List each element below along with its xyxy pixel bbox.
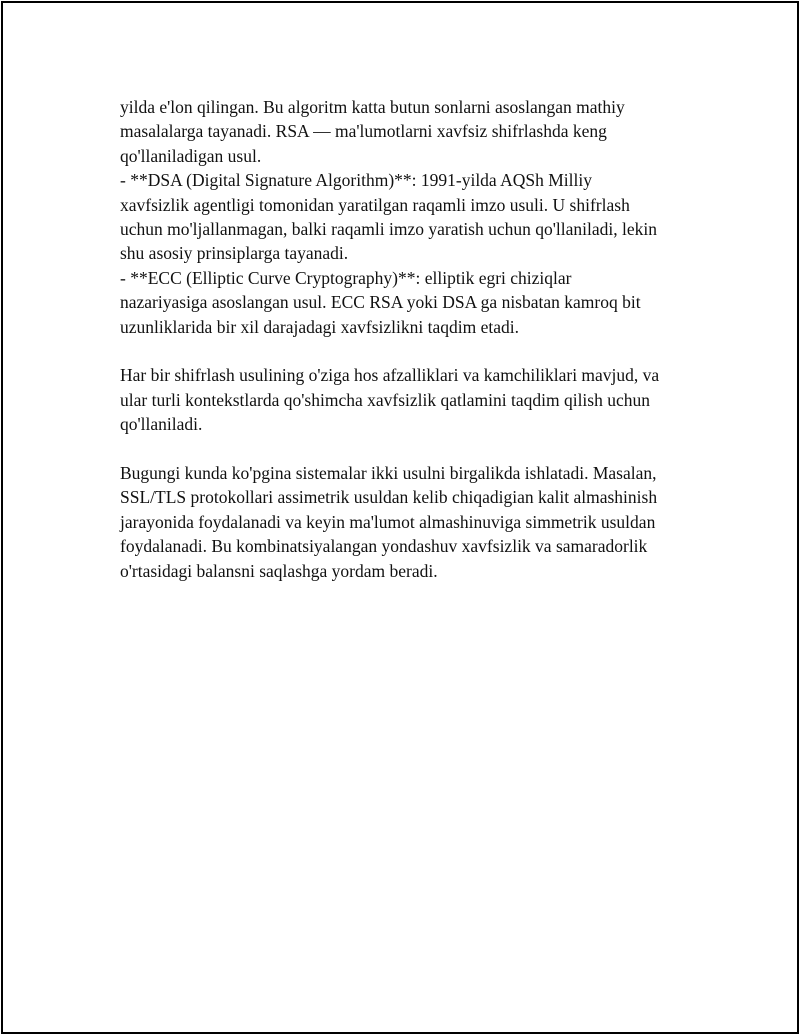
document-body [120, 95, 695, 607]
text-line: foydalanadi. Bu kombinatsiyalangan yondashuv xavfsizlik va samaradorlik [120, 536, 648, 557]
text-line: yilda e'lon qilingan. Bu algoritm katta butun sonlarni asoslangan mathiy [120, 97, 625, 117]
text-line: xavfsizlik agentligi tomonidan yaratilgan raqamli imzo usuli. U shifrlash [120, 194, 630, 215]
text-line: masalalarga tayanadi. RSA — ma'lumotlarni xavfsiz shifrlashda keng [120, 121, 607, 142]
text-line: Bugungi kunda ko'pgina sistemalar ikki usulni birgalikda ishlatadi. Masalan, [120, 463, 657, 484]
text-line: qo'llaniladigan usul. [120, 145, 262, 166]
text-line: shu asosiy prinsiplarga tayanadi. [120, 243, 349, 264]
paragraph-algorithms [120, 95, 695, 339]
text-line: SSL/TLS protokollari assimetrik usuldan kelib chiqadigian kalit almashinish [120, 487, 658, 508]
text-line: - **ECC (Elliptic Curve Cryptography)**: elliptik egri chiziqlar [120, 267, 572, 288]
text-line: ular turli kontekstlarda qo'shimcha xavfsizlik qatlamini taqdim qilish uchun [120, 389, 650, 410]
text-line: uchun mo'ljallanmagan, balki raqamli imzo yaratish uchun qo'llaniladi, lekin [120, 219, 657, 240]
text-line: nazariyasiga asoslangan usul. ECC RSA yoki DSA ga nisbatan kamroq bit [120, 292, 641, 313]
text-line: uzunliklarida bir xil darajadagi xavfsizlikni taqdim etadi. [120, 316, 519, 337]
paragraph-advantages [120, 363, 695, 436]
text-line: Har bir shifrlash usulining o'ziga hos afzalliklari va kamchiliklari mavjud, va [120, 365, 660, 386]
text-line: jarayonida foydalanadi va keyin ma'lumot almashinuviga simmetrik usuldan [120, 511, 656, 532]
text-line: - **DSA (Digital Signature Algorithm)**: 1991-yilda AQSh Milliy [120, 170, 593, 191]
text-line: qo'llaniladi. [120, 414, 203, 435]
document-page [1, 1, 799, 1034]
text-line: o'rtasidagi balansni saqlashga yordam beradi. [120, 560, 438, 581]
paragraph-combined-usage [120, 461, 695, 583]
